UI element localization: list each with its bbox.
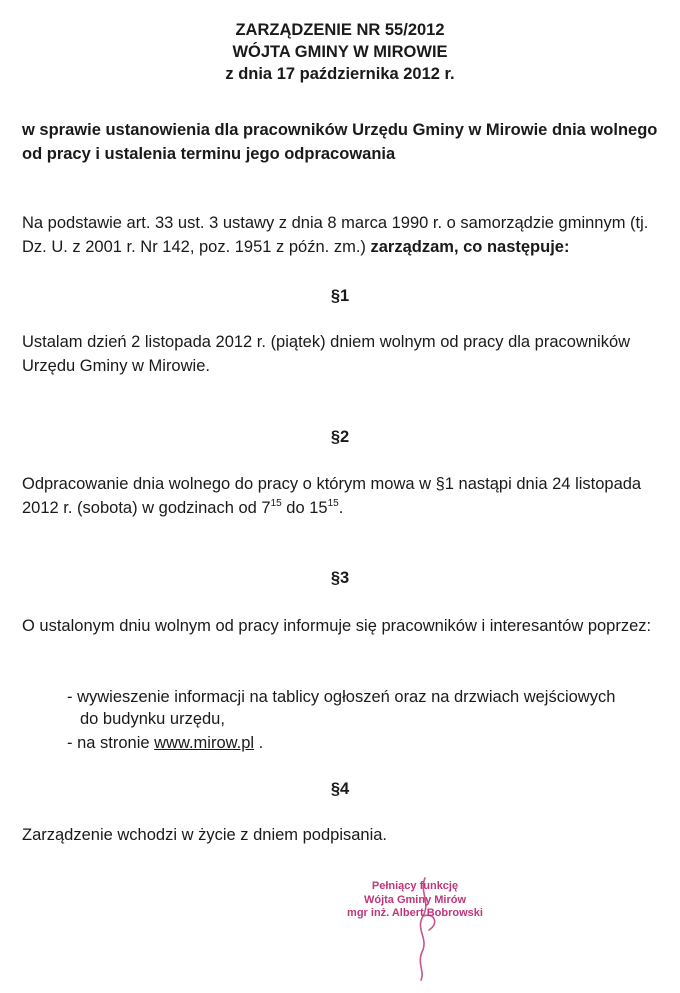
stamp-line-3: mgr inż. Albert Bobrowski xyxy=(347,907,483,919)
section-2-text xyxy=(22,472,662,520)
bullet-item-1-line-1: - wywieszenie informacji na tablicy ogłoszeń oraz na drzwiach wejściowych xyxy=(67,688,616,706)
section-2-sup-a: 15 xyxy=(270,497,282,509)
bullet-item-notice-board xyxy=(67,686,667,730)
issuer-title: WÓJTA GMINY W MIROWIE xyxy=(232,43,448,61)
section-3-text: O ustalonym dniu wolnym od pracy informuje się pracowników i interesantów poprzez: xyxy=(22,617,652,635)
section-2-title: §2 xyxy=(330,428,350,446)
section-2-text-b: do 15 xyxy=(281,499,328,517)
handwritten-signature xyxy=(395,872,455,982)
ordinance-number: ZARZĄDZENIE NR 55/2012 xyxy=(235,21,445,39)
section-4-title: §4 xyxy=(330,780,350,798)
bullet-item-2-prefix: - na stronie xyxy=(67,734,155,752)
legal-basis xyxy=(22,211,662,259)
legal-basis-bold: zarządzam, co następuje: xyxy=(370,238,570,256)
section-2-sup-b: 15 xyxy=(327,497,339,509)
section-2-text-a: Odpracowanie dnia wolnego do pracy o którym mowa w §1 nastąpi dnia 24 listopada 2012 r. (sobota) w godzinach od 7 xyxy=(22,475,642,517)
section-1-text: Ustalam dzień 2 listopada 2012 r. (piątek) dniem wolnym od pracy dla pracowników Urzędu Gminy w Mirowie. xyxy=(22,333,631,375)
section-2-text-c: . xyxy=(338,499,344,517)
bullet-item-1-line-2: do budynku urzędu, xyxy=(80,710,225,728)
stamp-line-2: Wójta Gminy Mirów xyxy=(363,893,467,906)
section-1-title: §1 xyxy=(330,287,350,305)
section-4-text: Zarządzenie wchodzi w życie z dniem podpisania. xyxy=(22,826,388,844)
bullet-item-2-suffix: . xyxy=(254,734,264,752)
bullet-item-website xyxy=(67,732,667,754)
subject-heading: w sprawie ustanowienia dla pracowników Urzędu Gminy w Mirowie dnia wolnego od pracy i ustalenia terminu jego odpracowania xyxy=(22,121,658,163)
website-link[interactable]: www.mirow.pl xyxy=(154,734,255,752)
issue-date: z dnia 17 października 2012 r. xyxy=(225,65,455,83)
section-3-title: §3 xyxy=(330,569,350,587)
stamp-line-1: Pełniący funkcję xyxy=(371,880,459,892)
legal-basis-text: Na podstawie art. 33 ust. 3 ustawy z dnia 8 marca 1990 r. o samorządzie gminnym (tj. Dz. U. z 2001 r. Nr 142, poz. 1951 z późn. zm.) xyxy=(22,214,649,256)
